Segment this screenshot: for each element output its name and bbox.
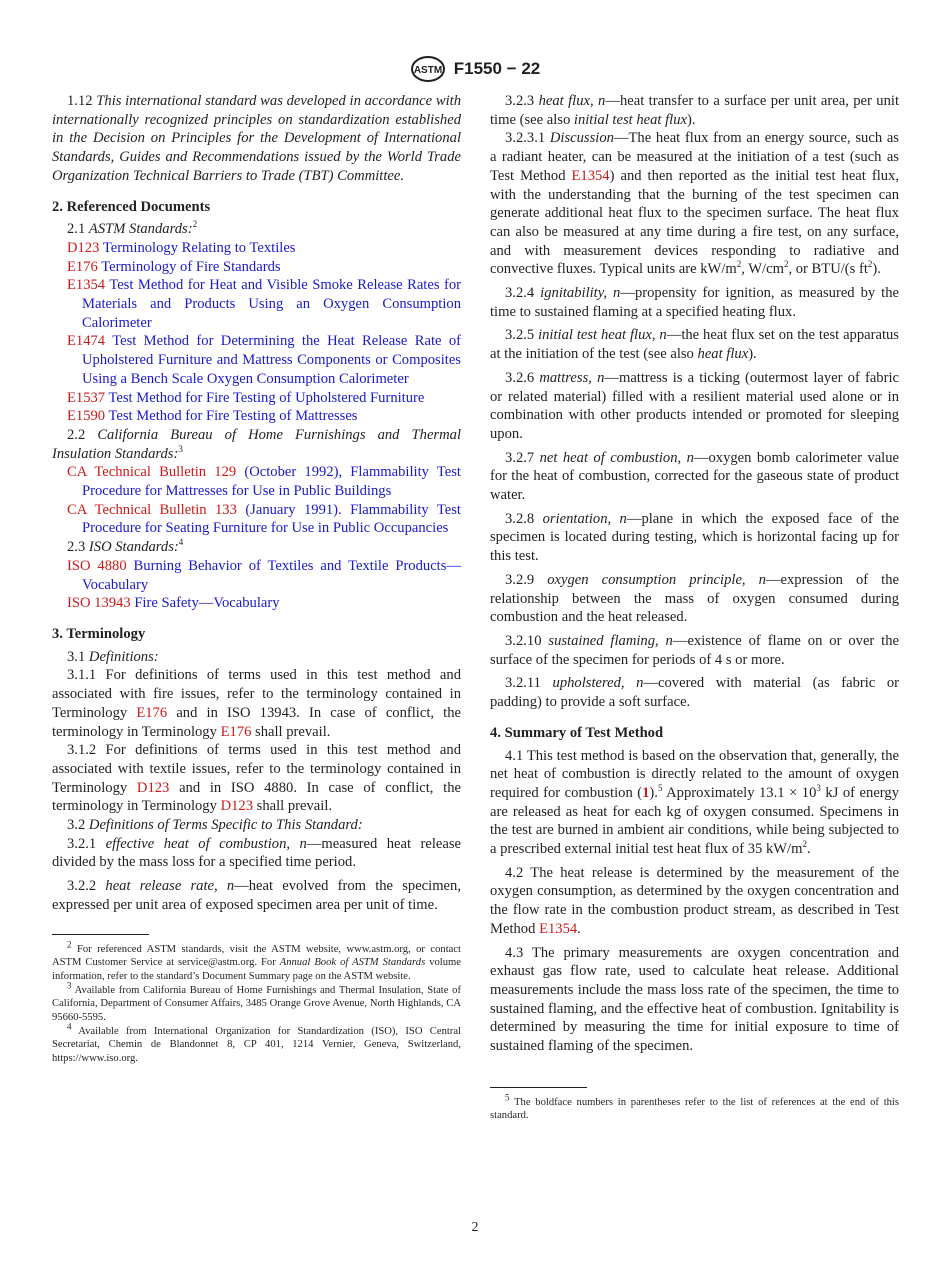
link-e176[interactable]: E176 — [136, 704, 168, 721]
section-3-1: 3.1 Definitions: — [67, 648, 159, 665]
footnote-rule — [490, 1087, 587, 1088]
link-d123[interactable]: D123 — [220, 798, 253, 815]
section-4-1: 4.1 This test method is based on the observation that, generally, the net heat of combustion is directly related to the amount of oxygen required for combustion (1).$^5$ Approximately $13.1 \times 10^3$ kJ of energy are released as heat for each kg of oxygen consumed. Specimens in the test are burned in ambient air conditions, while being subjected to a prescribed external initial test heat flux of 35 $kW/m^2$. — [490, 747, 899, 858]
ref-iso-13943[interactable]: ISO 13943 Fire Safety—Vocabulary — [67, 595, 280, 612]
section-4-3: 4.3 The primary measurements are oxygen concentration and exhaust gas flow rate, used to calculate heat release. Additional measurements include the mass loss rate of the specimen, the time to sustained flaming, and the effective heat of combustion. Ignitability is determined by measuring the time for initial exposure to time of sustained flaming of the specimen. — [490, 944, 899, 1055]
section-2-2: 2.2 California Bureau of Home Furnishings and Thermal Insulation Standards:$^3$ — [52, 426, 461, 462]
footnote-5: $^5$ The boldface numbers in parentheses refer to the list of references at the end of this standard. — [490, 1092, 899, 1122]
section-3-2-5: 3.2.5 initial test heat flux, n—the heat flux set on the test apparatus at the initiation of the test (see also heat flux). — [490, 327, 899, 363]
section-3-heading: 3. Terminology — [52, 625, 146, 642]
ref-d123[interactable]: D123 Terminology Relating to Textiles — [67, 239, 296, 256]
left-column — [52, 92, 461, 1066]
section-2-1: 2.1 ASTM Standards:$^2$ — [67, 219, 198, 238]
section-3-2-3: 3.2.3 heat flux, n—heat transfer to a surface per unit area, per unit time (see also initial test heat flux). — [490, 93, 899, 128]
astm-logo-icon — [410, 56, 446, 82]
link-e1354[interactable]: E1354 — [571, 167, 610, 184]
ref-e1354[interactable]: E1354 Test Method for Heat and Visible Smoke Release Rates for Materials and Products Using an Oxygen Consumption Calorimeter — [67, 277, 461, 331]
section-3-2-3-1: 3.2.3.1 Discussion—The heat flux from an energy source, such as a radiant heater, can be measured at the initiation of a test (such as Test Method E1354) and then reported as the initial test heat flux, with the understanding that the burning of the test specimen can generate additional heat flux to the specimen surface. The heat flux can also be measured at any time during a fire test, on any surface, and with measurement devices responding to radiative and convective fluxes. Typical units are $kW/m^2$, $W/cm^2$, or BTU/(s $ft^2$). — [490, 130, 899, 278]
section-2-heading: 2. Referenced Documents — [52, 198, 211, 215]
section-3-2-4: 3.2.4 ignitability, n—propensity for ignition, as measured by the time to sustained flaming at a specified heating flux. — [490, 285, 899, 320]
footnote-2: $^2$ For referenced ASTM standards, visit the ASTM website, www.astm.org, or contact ASTM Customer Service at service@astm.org. For Annual Book of ASTM Standards volume information, refer to the standard’s Document Summary page on the ASTM website. — [52, 939, 461, 982]
section-3-2-9: 3.2.9 oxygen consumption principle, n—expression of the relationship between the mass of oxygen consumed during combustion and the heat released. — [490, 571, 899, 626]
section-3-2-1: 3.2.1 effective heat of combustion, n—measured heat release divided by the mass loss for a specified time period. — [52, 835, 461, 871]
section-3-2-11: 3.2.11 upholstered, n—covered with material (as fabric or padding) to provide a soft surface. — [490, 675, 899, 711]
section-3-2: 3.2 Definitions of Terms Specific to This Standard: — [67, 817, 363, 834]
section-3-2-10: 3.2.10 sustained flaming, n—existence of flame on or over the surface of the specimen for periods of 4 s or more. — [490, 632, 900, 668]
section-3-2-7: 3.2.7 net heat of combustion, n—oxygen bomb calorimeter value for the heat of combustion, corrected for the gaseous state of product water. — [490, 449, 899, 504]
ref-e176[interactable]: E176 Terminology of Fire Standards — [67, 258, 281, 275]
section-3-1-2: 3.1.2 For definitions of terms used in this test method and associated with textile issues, refer to the terminology contained in Terminology D123 and in ISO 4880. In case of conflict, the terminology in Terminology D123 shall prevail. — [52, 742, 461, 815]
section-3-1-1: 3.1.1 For definitions of terms used in this test method and associated with fire issues, refer to the terminology contained in Terminology E176 and in ISO 13943. In case of conflict, the terminology in Terminology E176 shall prevail. — [52, 667, 462, 740]
standard-designation: F1550 − 22 — [453, 59, 541, 78]
footnote-3: $^3$ Available from California Bureau of Home Furnishings and Thermal Insulation, State of California, Department of Consumer Affairs, 3485 Orange Grove Avenue, North Highlands, CA 95660-5595. — [52, 980, 461, 1024]
ref-e1590[interactable]: E1590 Test Method for Fire Testing of Mattresses — [67, 408, 358, 425]
ref-iso-4880[interactable]: ISO 4880 Burning Behavior of Textiles and Textile Products—Vocabulary — [67, 557, 461, 593]
ref-e1474[interactable]: E1474 Test Method for Determining the Heat Release Rate of Upholstered Furniture and Mattress Components or Composites Using a Bench Scale Oxygen Consumption Calorimeter — [67, 333, 461, 387]
ref-ca-tb-129[interactable]: CA Technical Bulletin 129 (October 1992), Flammability Test Procedure for Mattresses for Use in Public Buildings — [67, 464, 461, 500]
link-reference-1[interactable]: 1 — [642, 784, 650, 801]
page-header — [0, 56, 950, 82]
right-column — [490, 92, 899, 1123]
section-4-2: 4.2 The heat release is determined by the measurement of the oxygen consumption, as determined by the oxygen concentration and the flow rate in the combustion product stream, as described in Test Method E1354. — [490, 864, 899, 937]
link-d123[interactable]: D123 — [136, 779, 170, 796]
link-e1354[interactable]: E1354 — [539, 920, 578, 937]
section-3-2-6: 3.2.6 mattress, n—mattress is a ticking (outermost layer of fabric or related material) filled with a resilient material used alone or in combination with other products intended or promoted for sleeping upon. — [490, 369, 899, 442]
page-number: 2 — [471, 1220, 479, 1235]
section-1-12: 1.12 This international standard was developed in accordance with internationally recognized principles on standardization established in the Decision on Principles for the Development of International Standards, Guides and Recommendations issued by the World Trade Organization Technical Barriers to Trade (TBT) Committee. — [52, 93, 461, 184]
ref-e1537[interactable]: E1537 Test Method for Fire Testing of Upholstered Furniture — [67, 389, 425, 406]
section-3-2-8: 3.2.8 orientation, n—plane in which the exposed face of the specimen is located during testing, which is horizontal facing up for this test. — [490, 510, 899, 565]
footnote-rule — [52, 934, 149, 935]
footnote-4: $^4$ Available from International Organization for Standardization (ISO), ISO Central Secretariat, Chemin de Blandonnet 8, CP 401, 1214 Vernier, Geneva, Switzerland, https://www.iso.org. — [52, 1021, 461, 1065]
ref-ca-tb-133[interactable]: CA Technical Bulletin 133 (January 1991). Flammability Test Procedure for Seating Furniture for Use in Public Occupancies — [67, 501, 461, 537]
svg-text:ASTM: ASTM — [413, 65, 442, 76]
section-4-heading: 4. Summary of Test Method — [490, 724, 664, 741]
section-3-2-2: 3.2.2 heat release rate, n—heat evolved from the specimen, expressed per unit area of exposed specimen area per unit of time. — [52, 878, 461, 913]
section-2-3: 2.3 ISO Standards:$^4$ — [67, 537, 184, 556]
link-e176[interactable]: E176 — [220, 723, 252, 740]
